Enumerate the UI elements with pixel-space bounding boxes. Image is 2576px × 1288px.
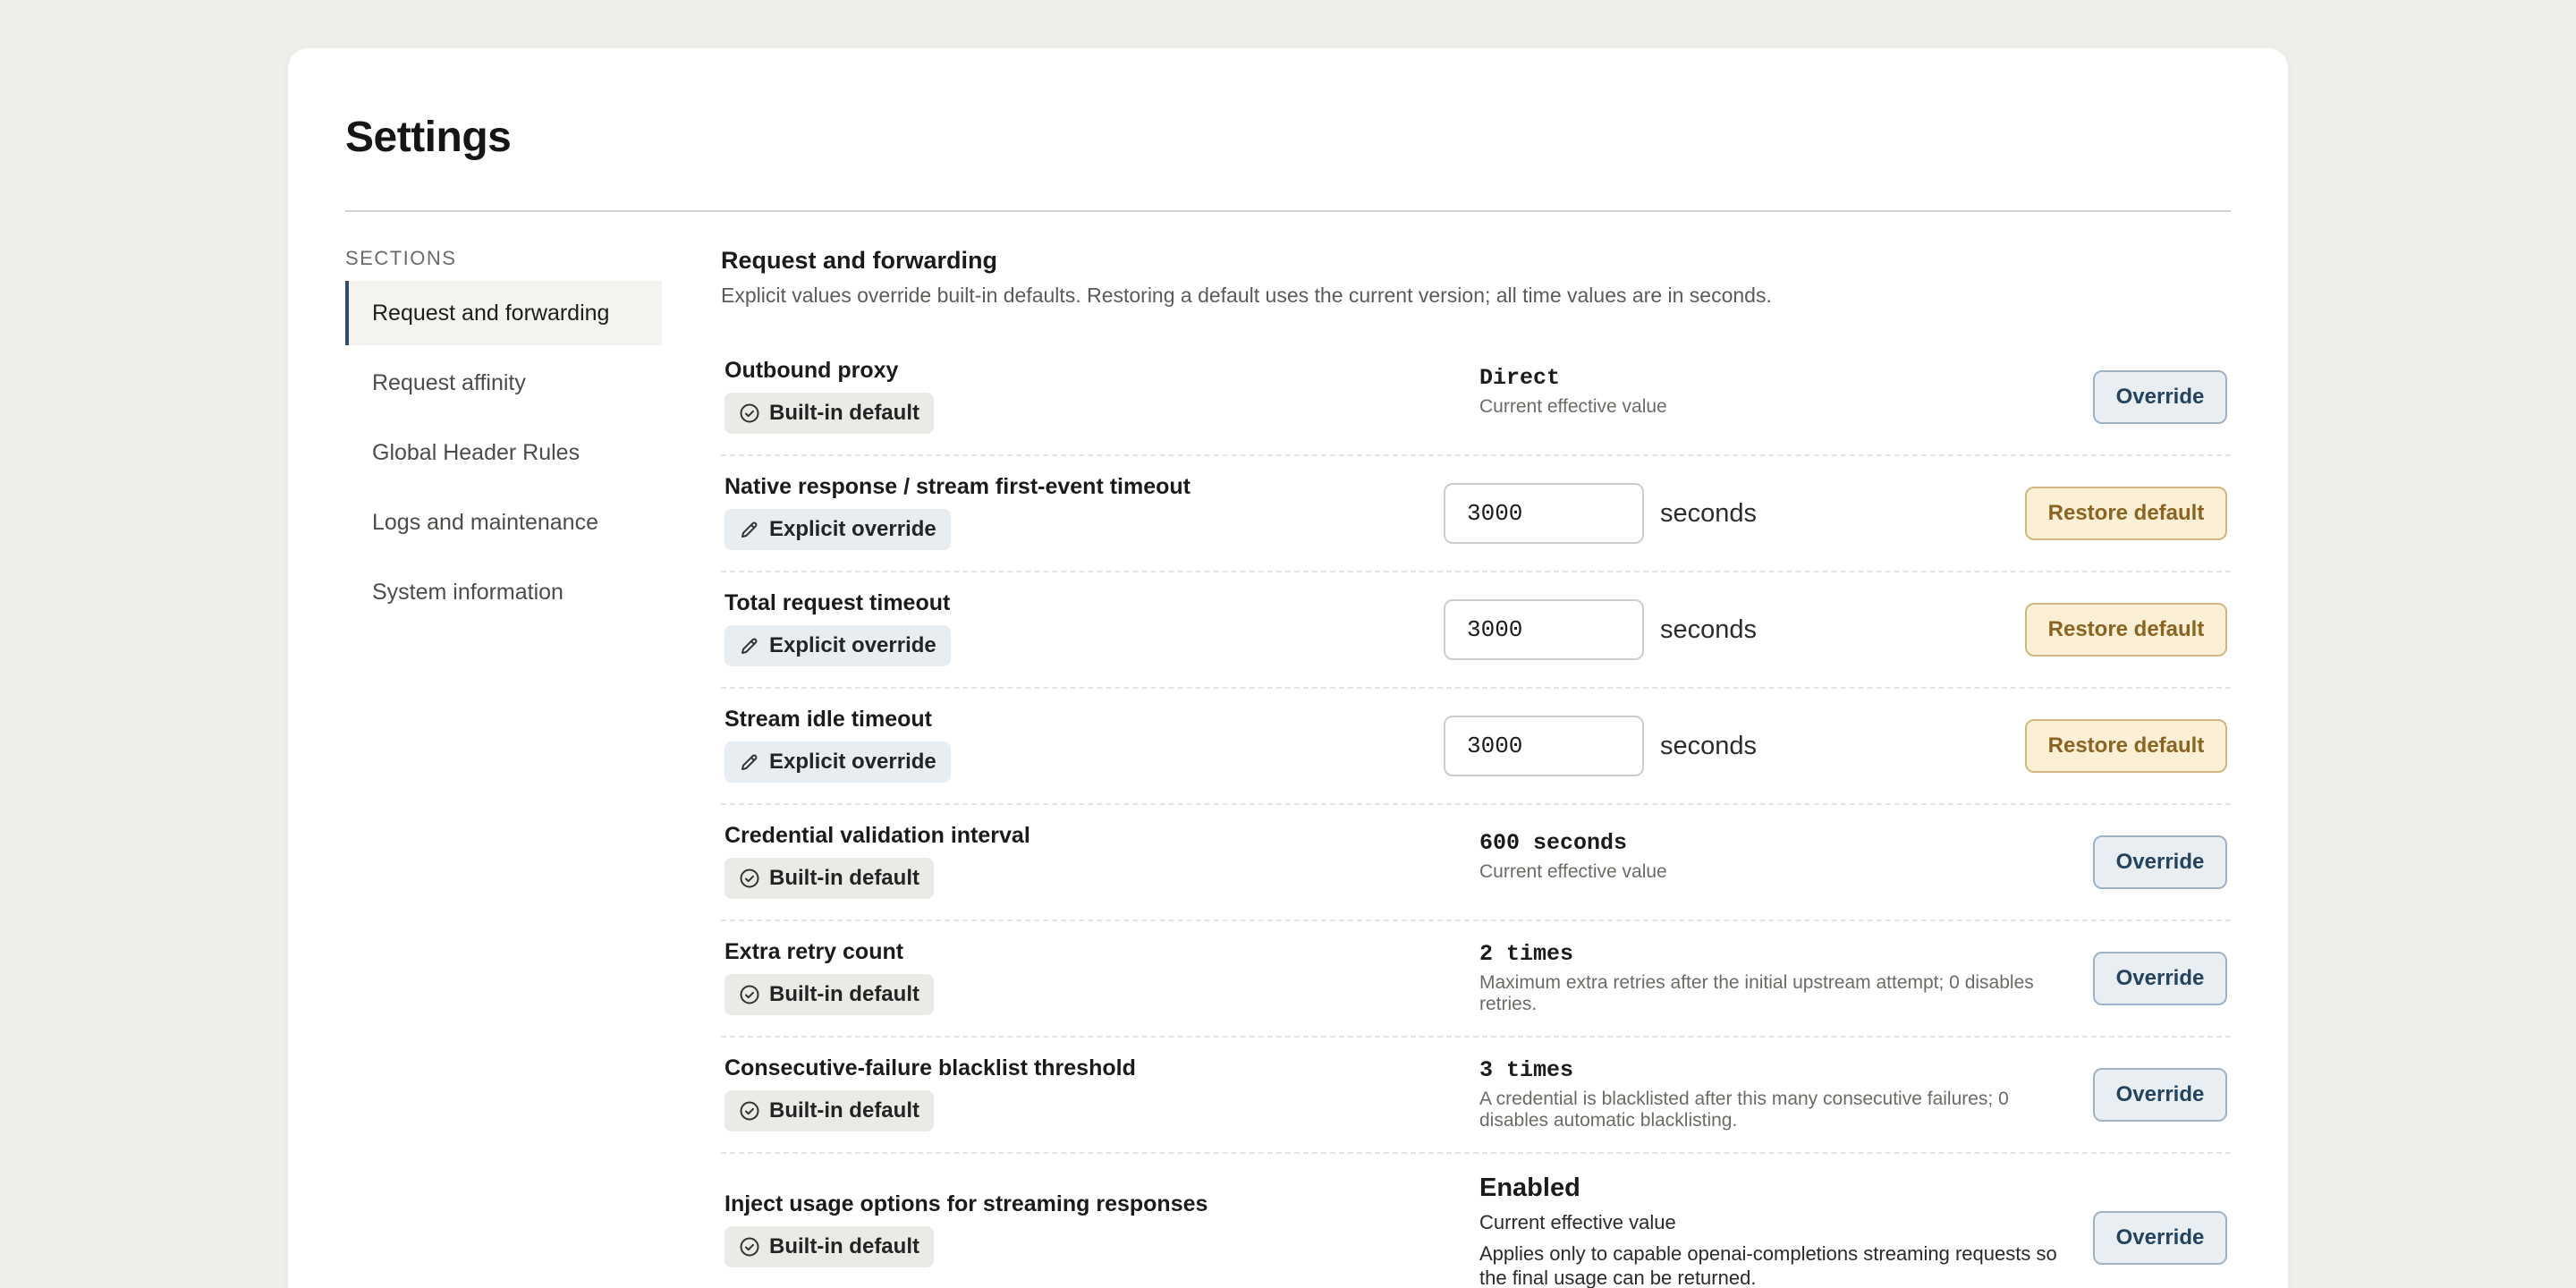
check-circle-icon bbox=[739, 1236, 760, 1258]
value-caption: A credential is blacklisted after this many consecutive failures; 0 disables automatic blacklisting. bbox=[1479, 1089, 2009, 1131]
override-button[interactable]: Override bbox=[2093, 1211, 2227, 1265]
setting-label: Extra retry count bbox=[724, 939, 904, 964]
status-badge bbox=[724, 1226, 934, 1267]
override-button[interactable]: Override bbox=[2093, 952, 2227, 1005]
setting-label: Native response / stream first-event timeout bbox=[724, 474, 1191, 499]
status-badge bbox=[724, 393, 934, 434]
check-circle-icon bbox=[739, 984, 760, 1005]
setting-row-stream-idle-timeout bbox=[721, 689, 2231, 805]
timeout-input[interactable] bbox=[1444, 483, 1644, 544]
pencil-icon bbox=[739, 635, 760, 657]
badge-label: Explicit override bbox=[769, 633, 936, 657]
timeout-input[interactable] bbox=[1444, 599, 1644, 660]
override-button[interactable]: Override bbox=[2093, 370, 2227, 424]
sections-sidebar bbox=[345, 247, 662, 630]
restore-default-button[interactable]: Restore default bbox=[2025, 603, 2227, 657]
value-caption: Current effective value bbox=[1479, 396, 1667, 417]
badge-label: Built-in default bbox=[769, 866, 919, 890]
setting-label: Consecutive-failure blacklist threshold bbox=[724, 1055, 1136, 1080]
sidebar-item-request-and-forwarding[interactable]: Request and forwarding bbox=[345, 281, 662, 345]
sidebar-item-request-affinity[interactable]: Request affinity bbox=[372, 369, 526, 395]
setting-label: Stream idle timeout bbox=[724, 707, 932, 732]
pencil-icon bbox=[739, 519, 760, 540]
status-badge bbox=[724, 741, 951, 783]
effective-value: Direct bbox=[1479, 365, 1561, 391]
badge-label: Built-in default bbox=[769, 982, 919, 1006]
pencil-icon bbox=[739, 751, 760, 773]
unit-label: seconds bbox=[1660, 731, 1758, 760]
setting-label: Outbound proxy bbox=[724, 358, 899, 383]
setting-row-extra-retry-count bbox=[721, 921, 2231, 1038]
value-caption: Maximum extra retries after the initial upstream attempt; 0 disables retries. bbox=[1479, 972, 2034, 1014]
setting-row-inject-usage-options bbox=[721, 1154, 2231, 1288]
section-title: Request and forwarding bbox=[721, 247, 998, 274]
override-button[interactable]: Override bbox=[2093, 835, 2227, 889]
badge-label: Built-in default bbox=[769, 401, 919, 425]
status-badge bbox=[724, 625, 951, 666]
status-badge bbox=[724, 1090, 934, 1131]
setting-row-blacklist-threshold bbox=[721, 1038, 2231, 1154]
setting-label: Inject usage options for streaming responses bbox=[724, 1191, 1208, 1216]
title-divider bbox=[345, 210, 2231, 212]
setting-row-credential-validation-interval bbox=[721, 805, 2231, 921]
effective-value: 2 times bbox=[1479, 941, 1574, 967]
status-badge bbox=[724, 509, 951, 550]
sidebar-heading: SECTIONS bbox=[345, 247, 457, 269]
section-description: Explicit values override built-in defaults. Restoring a default uses the current version; all time values are in seconds. bbox=[721, 284, 1772, 307]
setting-label: Credential validation interval bbox=[724, 823, 1030, 848]
settings-card bbox=[288, 48, 2288, 1288]
badge-label: Built-in default bbox=[769, 1098, 919, 1123]
value-note: Applies only to capable openai-completions streaming requests so the final usage can be returned. bbox=[1479, 1242, 2057, 1288]
badge-label: Built-in default bbox=[769, 1234, 919, 1258]
restore-default-button[interactable]: Restore default bbox=[2025, 719, 2227, 773]
setting-label: Total request timeout bbox=[724, 590, 951, 615]
value-caption: Current effective value bbox=[1479, 1211, 1676, 1233]
check-circle-icon bbox=[739, 868, 760, 889]
restore-default-button[interactable]: Restore default bbox=[2025, 487, 2227, 540]
timeout-input[interactable] bbox=[1444, 716, 1644, 776]
badge-label: Explicit override bbox=[769, 750, 936, 774]
status-badge bbox=[724, 974, 934, 1015]
effective-value: Enabled bbox=[1479, 1174, 1580, 1202]
settings-main bbox=[721, 247, 2231, 1288]
sidebar-item-logs-and-maintenance[interactable]: Logs and maintenance bbox=[372, 509, 598, 535]
badge-label: Explicit override bbox=[769, 517, 936, 541]
effective-value: 600 seconds bbox=[1479, 830, 1628, 856]
effective-value: 3 times bbox=[1479, 1057, 1574, 1083]
sidebar-item-global-header-rules[interactable]: Global Header Rules bbox=[372, 439, 580, 465]
value-caption: Current effective value bbox=[1479, 861, 1667, 882]
unit-label: seconds bbox=[1660, 614, 1758, 644]
page-title: Settings bbox=[345, 114, 512, 161]
check-circle-icon bbox=[739, 1100, 760, 1122]
setting-row-total-request-timeout bbox=[721, 572, 2231, 689]
sidebar-item-system-information[interactable]: System information bbox=[372, 579, 564, 605]
setting-row-first-event-timeout bbox=[721, 456, 2231, 572]
unit-label: seconds bbox=[1660, 498, 1758, 528]
check-circle-icon bbox=[739, 402, 760, 424]
override-button[interactable]: Override bbox=[2093, 1068, 2227, 1122]
setting-row-outbound-proxy bbox=[721, 340, 2231, 456]
status-badge bbox=[724, 858, 934, 899]
